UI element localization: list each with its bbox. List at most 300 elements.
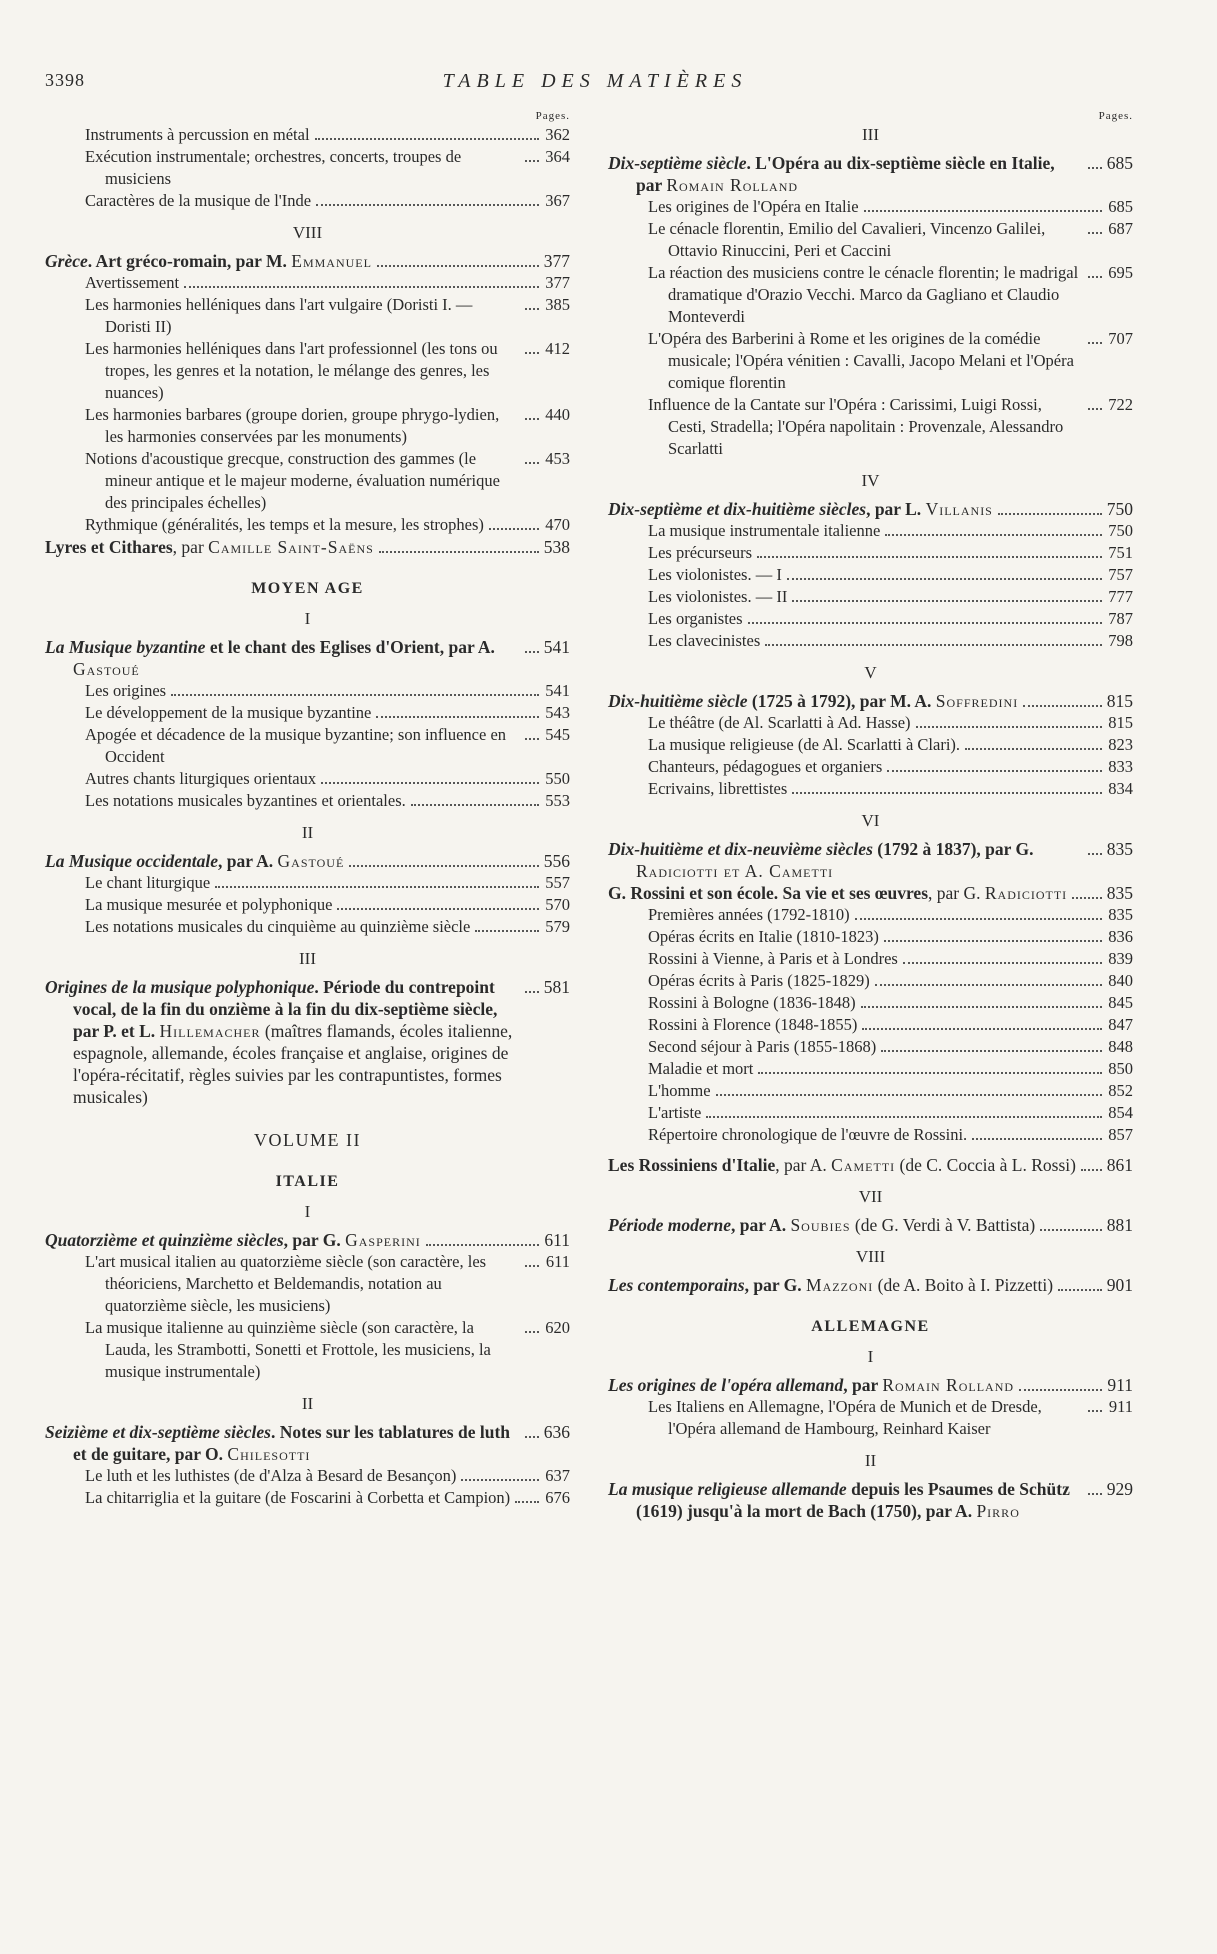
toc-subentry [608,328,1133,394]
entry-text: Les précurseurs [648,543,752,562]
entry-title: La musique religieuse allemande [608,1479,847,1499]
entry-text: La musique mesurée et polyphonique [85,895,333,914]
toc-subentry [45,1317,570,1383]
page-ref: 362 [545,125,570,144]
page-ref: 377 [543,251,570,271]
leader-dots [855,918,1102,920]
page-ref: 835 [1106,883,1133,903]
entry-rest: , par L. [866,499,926,519]
leader-dots [887,770,1102,772]
page-ref: 787 [1108,609,1133,628]
leader-dots [1088,1410,1102,1412]
page-ref: 685 [1106,153,1133,173]
toc-subentry [608,218,1133,262]
toc-subentry [608,778,1133,800]
leader-dots [864,210,1102,212]
toc-entry [45,1421,570,1465]
author-name: Soffredini [935,691,1019,711]
toc-subentry [45,146,570,190]
entry-text: Rossini à Bologne (1836-1848) [648,993,856,1012]
entry-text: Instruments à percussion en métal [85,125,310,144]
entry-title: Dix-septième et dix-huitième siècles [608,499,867,519]
entry-text: Apogée et décadence de la musique byzantine; son influence en Occident [85,725,507,766]
entry-text: Le luth et les luthistes (de d'Alza à Besard de Besançon) [85,1466,457,1485]
page-ref: 550 [545,769,570,788]
entry-text: Opéras écrits en Italie (1810-1823) [648,927,879,946]
toc-subentry [45,790,570,812]
leader-dots [1088,167,1102,169]
page-ref: 757 [1108,565,1133,584]
leader-dots [349,865,538,867]
entry-rest: . Art gréco-romain, par M. [87,251,292,271]
entry-text: Les organistes [648,609,743,628]
chapter-numeral: III [862,125,879,144]
page-ref: 636 [543,1422,570,1442]
entry-text: Opéras écrits à Paris (1825-1829) [648,971,870,990]
entry-rest: , par A. [730,1215,791,1235]
entry-rest: , par A. [218,851,278,871]
toc-subentry [608,1014,1133,1036]
entry-title: Grèce [45,251,88,271]
entry-text [608,1154,1076,1176]
toc-entry [608,838,1133,882]
toc-entry [608,498,1133,520]
chapter-numeral: VIII [855,1247,886,1266]
leader-dots [525,418,539,420]
leader-dots [379,551,539,553]
toc-subentry [45,1465,570,1487]
entry-rest: . Notes sur les tablatures de luth et de guitare, par O. [73,1422,511,1464]
entry-text: La chitarriglia et la guitare (de Foscarini à Corbetta et Campion) [85,1488,511,1507]
page-header [45,70,1145,100]
leader-dots [1040,1229,1102,1231]
page-ref: 929 [1106,1479,1133,1499]
leader-dots [426,1244,539,1246]
entry-text: Les origines [85,681,167,700]
toc-subentry [608,394,1133,460]
toc-subentry [608,608,1133,630]
entry-text: La musique religieuse (de Al. Scarlatti à Clari). [648,735,961,754]
toc-entry [45,250,570,272]
entry-text [608,1478,1083,1522]
leader-dots [1088,232,1102,234]
chapter-numeral: I [304,1202,311,1221]
entry-text: Les clavecinistes [648,631,761,650]
leader-dots [792,600,1102,602]
page-ref: 835 [1106,839,1133,859]
toc-subentry [45,294,570,338]
toc-subentry [45,724,570,768]
leader-dots [515,1501,539,1503]
toc-entry [45,636,570,680]
leader-dots [525,651,539,653]
toc-subentry [608,948,1133,970]
chapter-numeral: II [301,1394,314,1413]
toc-entry [45,1229,570,1251]
page-ref: 620 [545,1318,570,1337]
toc-subentry [608,712,1133,734]
toc-subentry [45,894,570,916]
toc-subentry [45,404,570,448]
page-ref: 852 [1108,1081,1133,1100]
entry-detail: (de A. Boito à I. Pizzetti) [873,1275,1054,1295]
entry-title: Origines de la musique polyphonique [45,977,315,997]
leader-dots [171,694,539,696]
page-ref: 911 [1107,1375,1133,1395]
toc-entry [608,1214,1133,1236]
leader-dots [903,962,1102,964]
author-name: Chilesotti [227,1444,311,1464]
leader-dots [525,1436,539,1438]
toc-subentry [608,1058,1133,1080]
author-name: Gastoué [73,659,140,679]
page-ref: 364 [545,147,570,166]
leader-dots [881,1050,1102,1052]
leader-dots [1088,853,1102,855]
toc-subentry [608,1036,1133,1058]
entry-title: Les origines de l'opéra allemand [608,1375,844,1395]
chapter-numeral: VI [861,811,880,830]
page-ref: 611 [544,1230,570,1250]
toc-subentry [608,1124,1133,1146]
page-ref: 839 [1108,949,1133,968]
entry-text [608,1374,1014,1396]
toc-entry [608,1478,1133,1522]
entry-title: G. Rossini et son école. Sa vie et ses œuvres [608,883,928,903]
entry-title: Seizième et dix-septième siècles [45,1422,271,1442]
entry-text [608,690,1018,712]
toc-subentry [45,190,570,212]
leader-dots [215,886,539,888]
section-heading: ALLEMAGNE [811,1318,930,1335]
page-ref: 901 [1106,1275,1133,1295]
toc-subentry [608,734,1133,756]
volume-heading: VOLUME II [254,1130,361,1150]
entry-text [45,250,372,272]
leader-dots [765,644,1102,646]
entry-text: Répertoire chronologique de l'œuvre de Rossini. [648,1125,968,1144]
entry-text: L'homme [648,1081,711,1100]
page-ref: 857 [1108,1125,1133,1144]
author-name: Romain Rolland [882,1375,1015,1395]
chapter-numeral: I [304,609,311,628]
leader-dots [1081,1169,1102,1171]
entry-text: Ecrivains, librettistes [648,779,788,798]
leader-dots [1088,1493,1102,1495]
author-name: Cametti [831,1155,896,1175]
page-ref: 834 [1108,779,1133,798]
chapter-numeral: II [864,1451,877,1470]
page-ref: 570 [545,895,570,914]
toc-entry [608,1274,1133,1296]
author-name: Radiciotti [984,883,1068,903]
page-ref: 367 [545,191,570,210]
page-ref: 823 [1108,735,1133,754]
leader-dots [475,930,539,932]
page-ref: 833 [1108,757,1133,776]
leader-dots [489,528,539,530]
entry-text: Les Italiens en Allemagne, l'Opéra de Munich et de Dresde, l'Opéra allemand de Hambourg, Reinhard Kaiser [648,1397,1042,1438]
running-title: TABLE DES MATIÈRES [442,70,748,92]
page-number: 3398 [45,70,85,90]
entry-text: Les harmonies barbares (groupe dorien, groupe phrygo-lydien, les harmonies conservées par les monuments) [85,405,500,446]
entry-text: Premières années (1792-1810) [648,905,850,924]
entry-rest: et le chant des Eglises d'Orient, par A. [205,637,495,657]
entry-text: Le chant liturgique [85,873,211,892]
leader-dots [525,160,539,162]
entry-text: Les harmonies helléniques dans l'art vulgaire (Doristi I. — Doristi II) [85,295,473,336]
page-ref: 848 [1108,1037,1133,1056]
leader-dots [461,1479,539,1481]
chapter-numeral: II [301,823,314,842]
entry-text: Le cénacle florentin, Emilio del Cavalieri, Vincenzo Galilei, Ottavio Rinuccini, Peri et Caccini [648,219,1046,260]
author-name: Mazzoni [806,1275,874,1295]
toc-subentry [608,586,1133,608]
leader-dots [525,352,539,354]
toc-subentry [608,542,1133,564]
entry-text: Autres chants liturgiques orientaux [85,769,317,788]
entry-text [608,838,1083,882]
page-ref: 850 [1108,1059,1133,1078]
leader-dots [1088,342,1102,344]
leader-dots [525,1331,539,1333]
author-name: Gasperini [345,1230,421,1250]
chapter-numeral: III [299,949,316,968]
entry-detail: (de G. Verdi à V. Battista) [850,1215,1036,1235]
entry-text: L'art musical italien au quatorzième siècle (son caractère, les théoriciens, Marchetto et Beldemandis, notation au quatorzième siècle, les musiciens) [85,1252,487,1315]
toc-subentry [45,514,570,536]
entry-text: Les origines de l'Opéra en Italie [648,197,859,216]
page-ref: 637 [545,1466,570,1485]
entry-text: Le théâtre (de Al. Scarlatti à Ad. Hasse) [648,713,911,732]
leader-dots [525,462,539,464]
leader-dots [376,716,539,718]
toc-subentry [608,1102,1133,1124]
page-ref: 881 [1106,1215,1133,1235]
entry-text: Le développement de la musique byzantine [85,703,372,722]
toc-entry [608,690,1133,712]
toc-entry [45,536,570,558]
entry-text: L'artiste [648,1103,702,1122]
author-name: Hillemacher [159,1021,261,1041]
entry-text: Caractères de la musique de l'Inde [85,191,312,210]
entry-text [608,498,993,520]
entry-title: Lyres et Cithares [45,537,173,557]
entry-title: La Musique occidentale [45,851,219,871]
entry-title: Dix-septième siècle [608,153,747,173]
toc-entry [608,1374,1133,1396]
page-ref: 815 [1106,691,1133,711]
page-ref: 676 [545,1488,570,1507]
page-ref: 707 [1108,329,1133,348]
page-ref: 835 [1108,905,1133,924]
entry-text [608,152,1083,196]
leader-dots [965,748,1102,750]
page-ref: 685 [1108,197,1133,216]
page-ref: 750 [1108,521,1133,540]
page-ref: 840 [1108,971,1133,990]
toc-entry [608,152,1133,196]
leader-dots [885,534,1102,536]
toc-subentry [45,1251,570,1317]
leader-dots [972,1138,1102,1140]
toc-subentry [45,272,570,294]
entry-text: Chanteurs, pédagogues et organiers [648,757,883,776]
leader-dots [525,738,539,740]
toc-subentry [45,916,570,938]
entry-title: Période moderne [608,1215,731,1235]
leader-dots [321,782,539,784]
right-column [608,110,1133,1522]
toc-subentry [608,262,1133,328]
page-ref: 854 [1108,1103,1133,1122]
pages-label: Pages. [535,110,570,122]
leader-dots [716,1094,1102,1096]
leader-dots [861,1006,1102,1008]
toc-subentry [45,1487,570,1509]
entry-text [45,536,374,558]
entry-text [45,1229,421,1251]
toc-subentry [45,872,570,894]
leader-dots [1058,1289,1102,1291]
entry-text: Avertissement [85,273,180,292]
toc-subentry [608,1396,1133,1440]
entry-text [608,1214,1035,1236]
entry-text [45,636,520,680]
toc-subentry [608,630,1133,652]
toc-subentry [608,756,1133,778]
page-ref: 541 [543,637,570,657]
leader-dots [787,578,1102,580]
toc-entry [45,976,570,1108]
toc-subentry [608,992,1133,1014]
toc-subentry [45,680,570,702]
toc-subentry [608,926,1133,948]
page-ref: 777 [1108,587,1133,606]
section-heading: MOYEN AGE [251,580,364,597]
page-ref: 581 [543,977,570,997]
page-ref: 453 [545,449,570,468]
toc-subentry [45,702,570,724]
page-ref: 750 [1106,499,1133,519]
leader-dots [998,513,1102,515]
page-ref: 543 [545,703,570,722]
toc-subentry [608,564,1133,586]
section-heading: ITALIE [275,1173,340,1190]
toc-subentry [45,448,570,514]
leader-dots [916,726,1102,728]
leader-dots [862,1028,1102,1030]
leader-dots [792,792,1102,794]
page-ref: 556 [543,851,570,871]
entry-text: Les notations musicales du cinquième au quinzième siècle [85,917,471,936]
leader-dots [525,1265,539,1267]
leader-dots [1023,705,1102,707]
entry-text: Influence de la Cantate sur l'Opéra : Carissimi, Luigi Rossi, Cesti, Stradella; l'Opéra napolitain : Provenzale, Alessandro Scarlatti [648,395,1064,458]
author-name: Romain Rolland [666,175,799,195]
toc-subentry [608,904,1133,926]
leader-dots [1019,1389,1102,1391]
leader-dots [525,308,539,310]
leader-dots [706,1116,1102,1118]
chapter-numeral: V [864,663,877,682]
entry-title: Quatorzième et quinzième siècles [45,1230,284,1250]
leader-dots [1088,276,1102,278]
entry-text [45,850,344,872]
page-ref: 911 [1108,1397,1133,1416]
entry-text: L'Opéra des Barberini à Rome et les origines de la comédie musicale; l'Opéra vénitien : Cavalli, Jacopo Melani et l'Opéra comique florentin [648,329,1074,392]
entry-text: Les violonistes. — II [648,587,788,606]
right-entries [608,124,1133,1522]
entry-detail: (de C. Coccia à L. Rossi) [895,1155,1076,1175]
entry-text: Second séjour à Paris (1855-1868) [648,1037,877,1056]
entry-rest: depuis les Psaumes de Schütz (1619) jusqu'à la mort de Bach (1750), par A. [636,1479,1070,1521]
chapter-numeral: IV [861,471,880,490]
author-name: Emmanuel [291,251,372,271]
toc-subentry [608,970,1133,992]
entry-title: Dix-huitième et dix-neuvième siècles [608,839,873,859]
toc-subentry [45,768,570,790]
leader-dots [411,804,539,806]
page-ref: 687 [1108,219,1133,238]
entry-rest: , par G. [928,883,985,903]
chapter-numeral: I [867,1347,874,1366]
leader-dots [1072,897,1102,899]
leader-dots [315,138,539,140]
spacer [608,1146,1133,1154]
toc-subentry [45,338,570,404]
toc-subentry [608,196,1133,218]
entry-text: Notions d'acoustique grecque, construction des gammes (le mineur antique et le majeur moderne, évaluation numérique des principales échelles) [85,449,500,512]
entry-text [45,1421,520,1465]
entry-detail: (maîtres flamands, écoles italienne, espagnole, allemande, écoles française et anglaise, origines de l'opéra-récitatif, règles suivies par les contrapuntistes, formes musicales) [73,1021,513,1107]
page-ref: 861 [1106,1155,1133,1175]
page-ref: 385 [545,295,570,314]
entry-title: Les Rossiniens d'Italie [608,1155,776,1175]
leader-dots [337,908,539,910]
page-ref: 538 [543,537,570,557]
left-column [45,110,570,1509]
page-ref: 545 [545,725,570,744]
entry-title: La Musique byzantine [45,637,206,657]
entry-text: Rossini à Florence (1848-1855) [648,1015,858,1034]
page-ref: 541 [545,681,570,700]
leader-dots [184,286,539,288]
entry-text [608,882,1067,904]
page-ref: 553 [545,791,570,810]
page-ref: 845 [1108,993,1133,1012]
entry-text: Les harmonies helléniques dans l'art professionnel (les tons ou tropes, les genres et la notation, le mélange des genres, les nuances) [85,339,498,402]
entry-title: Dix-huitième siècle [608,691,748,711]
entry-title: Les contemporains [608,1275,745,1295]
toc-entry [608,882,1133,904]
page-ref: 847 [1108,1015,1133,1034]
entry-rest: , par A. [775,1155,832,1175]
entry-rest: (1725 à 1792), par M. A. [747,691,936,711]
entry-text: La musique instrumentale italienne [648,521,881,540]
author-name: Camille Saint-Saëns [208,537,374,557]
entry-text: La musique italienne au quinzième siècle (son caractère, la Lauda, les Strambotti, Sonetti et Frottole, les musiciens, la musique instrumentale) [85,1318,491,1381]
page-ref: 470 [545,515,570,534]
author-name: Gastoué [277,851,345,871]
entry-rest: , par [172,537,209,557]
entry-text [45,976,520,1108]
chapter-numeral: VIII [292,223,323,242]
page-ref: 440 [545,405,570,424]
toc-subentry [608,1080,1133,1102]
leader-dots [316,204,539,206]
entry-text: La réaction des musiciens contre le cénacle florentin; le madrigal dramatique d'Orazio Vecchi. Marco da Gagliano et Claudio Monteverdi [648,263,1079,326]
